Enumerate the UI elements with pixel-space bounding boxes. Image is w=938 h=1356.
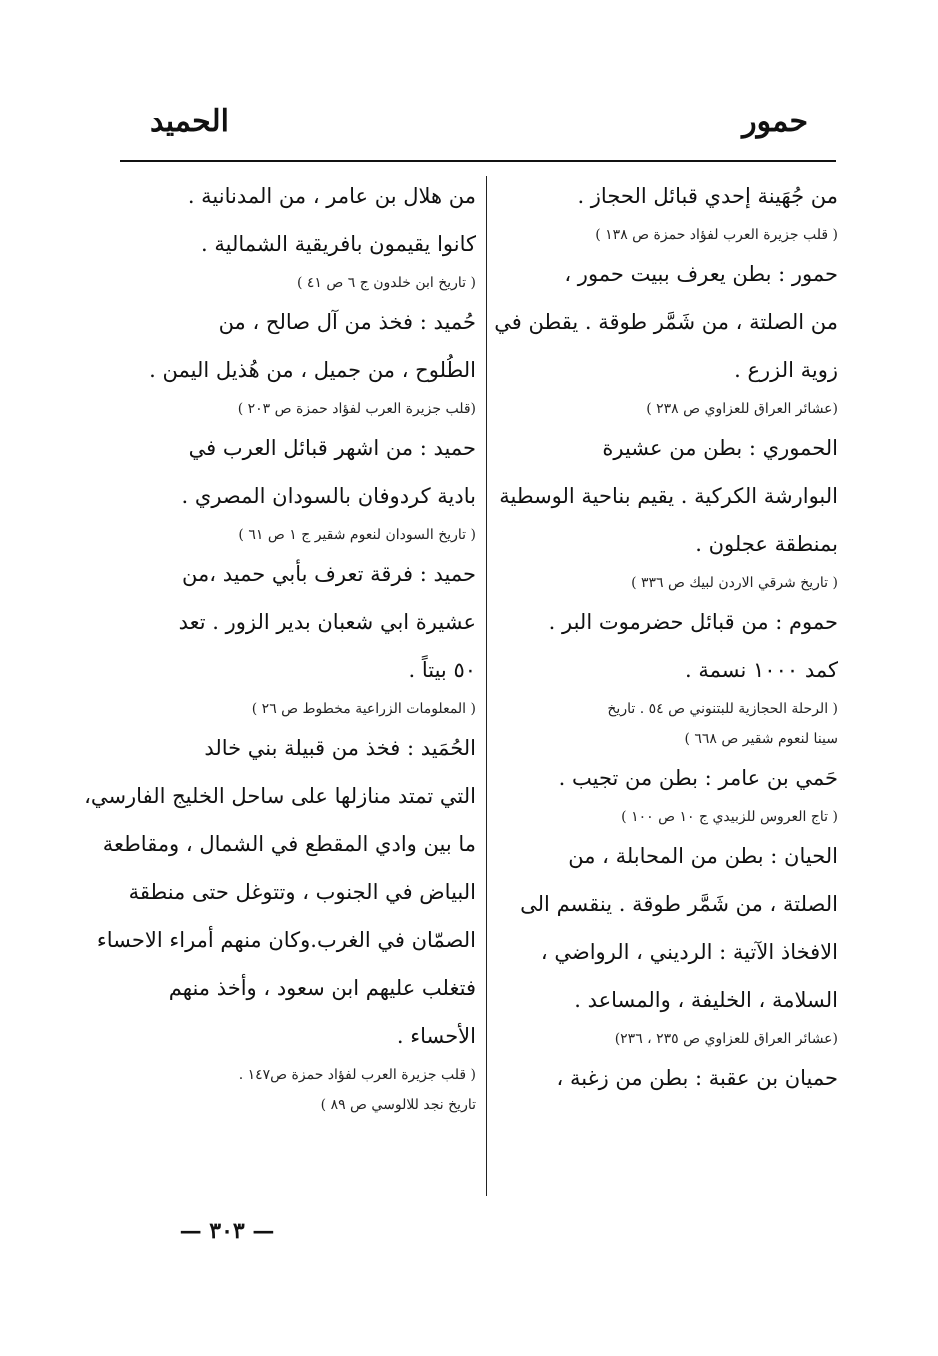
text-line: التي تمتد منازلها على ساحل الخليج الفارسي، xyxy=(84,784,476,808)
text-line: حُميد : فخذ من آل صالح ، من xyxy=(218,310,476,334)
citation-line: تاريخ نجد للالوسي ص ٨٩ ) xyxy=(320,1097,476,1113)
text-line: فتغلب عليهم ابن سعود ، وأخذ منهم xyxy=(168,976,476,1000)
text-line: حميان بن عقبة : بطن من زغبة ، xyxy=(556,1066,838,1090)
text-line: الصلتة ، من شَمَّر طوقة . ينقسم الى xyxy=(520,892,838,916)
text-line: عشيرة ابي شعبان بدير الزور . تعد xyxy=(178,610,476,634)
header-rule xyxy=(120,160,836,162)
citation-line: ( تاريخ ابن خلدون ج ٦ ص ٤١ ) xyxy=(296,275,476,291)
text-line: من هلال بن عامر ، من المدنانية . xyxy=(187,184,476,208)
left-column xyxy=(84,172,476,1120)
citation-line: (عشائر العراق للعزاوي ص ٢٣٨ ) xyxy=(646,401,838,417)
text-line: حمور : بطن يعرف ببيت حمور ، xyxy=(564,262,838,286)
citation-line: ( قلب جزيرة العرب لفؤاد حمزة ص ١٣٨ ) xyxy=(595,227,838,243)
text-line: الحُمَيد : فخذ من قبيلة بني خالد xyxy=(204,736,476,760)
page-number: — ٣٠٣ — xyxy=(179,1218,275,1244)
text-line: بمنطقة عجلون . xyxy=(695,532,838,556)
citation-line: ( تاج العروس للزبيدي ج ١٠ ص ١٠٠ ) xyxy=(621,809,838,825)
citation-line: (قلب جزيرة العرب لفؤاد حمزة ص ٢٠٣ ) xyxy=(237,401,476,417)
text-line: حَمي بن عامر : بطن من تجيب . xyxy=(558,766,838,790)
citation-line: سينا لنعوم شقير ص ٦٦٨ ) xyxy=(684,731,838,747)
column-divider xyxy=(486,176,487,1196)
running-header-right: حمور xyxy=(742,104,808,139)
text-line: ٥٠ بيتاً . xyxy=(408,658,476,682)
citation-line: ( قلب جزيرة العرب لفؤاد حمزة ص١٤٧ . xyxy=(238,1067,476,1083)
text-line: حميد : من اشهر قبائل العرب في xyxy=(188,436,476,460)
citation-line: ( تاريخ شرقي الاردن لبيك ص ٣٣٦ ) xyxy=(631,575,838,591)
citation-line: ( تاريخ السودان لنعوم شقير ج ١ ص ٦١ ) xyxy=(238,527,476,543)
text-line: الافخاذ الآتية : الرديني ، الرواضي ، xyxy=(540,940,838,964)
text-line: كمد ١٠٠٠ نسمة . xyxy=(685,658,838,682)
running-header-left: الحميد xyxy=(150,104,229,139)
text-line: من جُهَينة إحدي قبائل الحجاز . xyxy=(577,184,838,208)
text-line: ما بين وادي المقطع في الشمال ، ومقاطعة xyxy=(102,832,476,856)
text-line: بادية كردوفان بالسودان المصري . xyxy=(181,484,476,508)
text-line: من الصلتة ، من شَمَّر طوقة . يقطن في xyxy=(494,310,838,334)
citation-line: ( المعلومات الزراعية مخطوط ص ٢٦ ) xyxy=(251,701,476,717)
text-line: البوارشة الكركية . يقيم بناحية الوسطية xyxy=(499,484,838,508)
text-line: الطُلوح ، من جميل ، من هُذيل اليمن . xyxy=(149,358,476,382)
text-line: البياض في الجنوب ، وتتوغل حتى منطقة xyxy=(128,880,476,904)
text-line: كانوا يقيمون بافريقية الشمالية . xyxy=(201,232,476,256)
citation-line: (عشائر العراق للعزاوي ص ٢٣٥ ، ٢٣٦) xyxy=(614,1031,838,1047)
text-line: الحيان : بطن من المحابلة ، من xyxy=(568,844,838,868)
text-line: زوية الزرع . xyxy=(734,358,838,382)
text-line: الأحساء . xyxy=(396,1024,476,1048)
text-line: حميد : فرقة تعرف بأبي حميد ،من xyxy=(182,562,476,586)
right-column xyxy=(494,172,838,1102)
text-line: حموم : من قبائل حضرموت البر . xyxy=(548,610,838,634)
text-line: الصمّان في الغرب.وكان منهم أمراء الاحساء xyxy=(96,928,476,952)
citation-line: ( الرحلة الحجازية للبتنوني ص ٥٤ . تاريخ xyxy=(607,701,838,717)
text-line: السلامة ، الخليفة ، والمساعد . xyxy=(574,988,838,1012)
text-line: الحموري : بطن من عشيرة xyxy=(602,436,838,460)
